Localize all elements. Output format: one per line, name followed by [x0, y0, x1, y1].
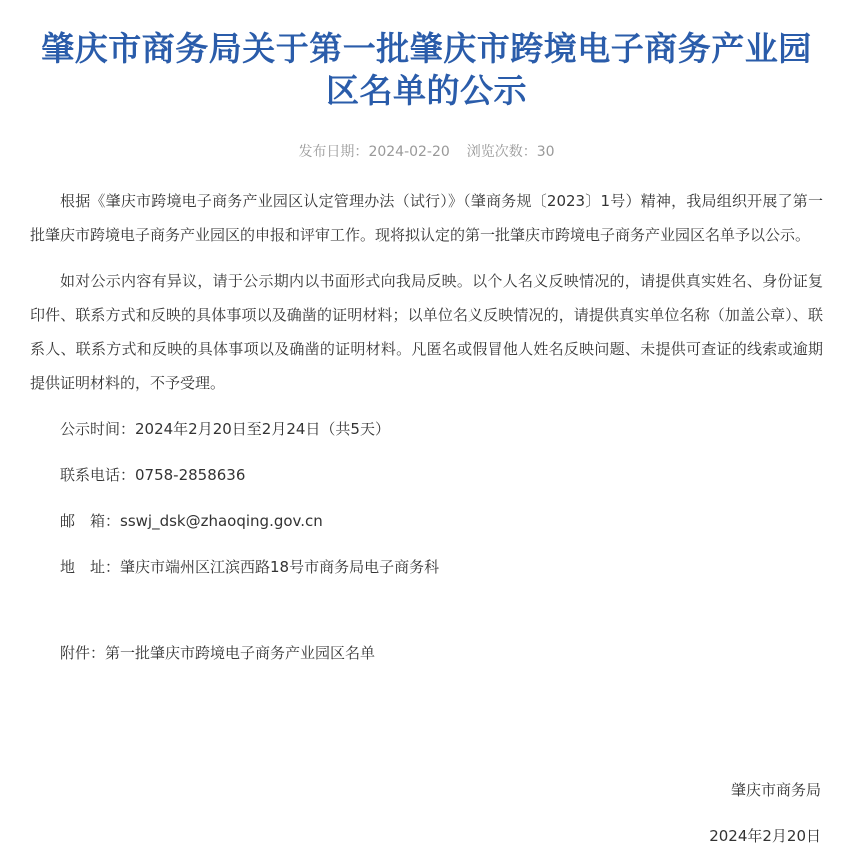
publicity-period: 公示时间：2024年2月20日至2月24日（共5天）	[60, 420, 390, 438]
signature-org: 肇庆市商务局	[730, 781, 821, 799]
article-meta	[30, 142, 823, 162]
contact-email	[30, 504, 823, 538]
contact-phone: 联系电话：0758-2858636	[60, 466, 246, 484]
publish-date-label: 发布日期：	[298, 144, 369, 160]
publish-date: 2024-02-20	[368, 144, 450, 160]
view-count-label: 浏览次数：	[466, 144, 537, 160]
contact-address	[30, 550, 823, 584]
email-value: sswj_dsk@zhaoqing.gov.cn	[120, 512, 323, 530]
body-paragraph-1: 根据《肇庆市跨境电子商务产业园区认定管理办法（试行）》（肇商务规〔2023〕1号）精神，我局组织开展了第一批肇庆市跨境电子商务产业园区的申报和评审工作。现将拟认定的第一批肇庆市跨境电子商务产业园区名单予以公示。	[30, 192, 823, 244]
body-paragraph-2: 如对公示内容有异议，请于公示期内以书面形式向我局反映。以个人名义反映情况的，请提供真实姓名、身份证复印件、联系方式和反映的具体事项以及确凿的证明材料；以单位名义反映情况的，请提供真实单位名称（加盖公章）、联系人、联系方式和反映的具体事项以及确凿的证明材料。凡匿名或假冒他人姓名反映问题、未提供可查证的线索或逾期提供证明材料的，不予受理。	[30, 272, 823, 392]
article-body	[30, 184, 823, 670]
address-label: 地 址：	[60, 558, 121, 576]
page-title: 肇庆市商务局关于第一批肇庆市跨境电子商务产业园区名单的公示	[41, 29, 812, 110]
email-label: 邮 箱：	[60, 512, 121, 530]
address-value: 肇庆市端州区江滨西路18号市商务局电子商务科	[120, 558, 440, 576]
signature-date: 2024年2月20日	[709, 827, 821, 845]
attachment-line: 附件：第一批肇庆市跨境电子商务产业园区名单	[60, 644, 376, 662]
view-count: 30	[536, 144, 555, 160]
